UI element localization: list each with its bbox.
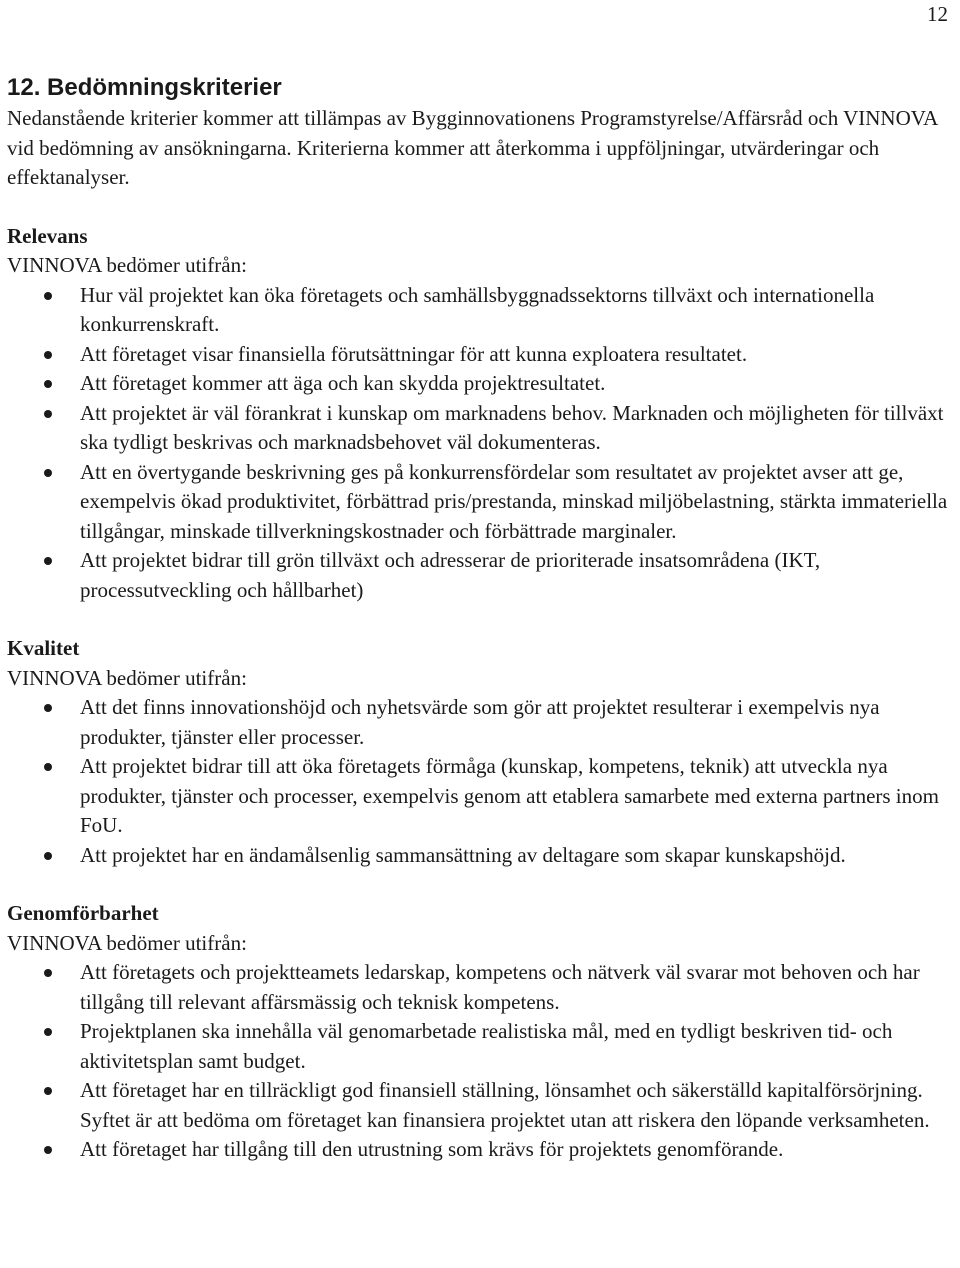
list-item-text: Att projektet bidrar till grön tillväxt och adresserar de prioriterade insatsområdena (IKT, processutveckling och hållbarhet) [80,548,821,602]
list-item-text: Att företaget visar finansiella förutsättningar för att kunna exploatera resultatet. [80,341,748,366]
list-item [7,1135,953,1165]
bullet-icon [44,763,52,771]
list-item-text: Att det finns innovationshöjd och nyhetsvärde som gör att projektet resulterar i exempelvis nya produkter, tjänster eller processer. [80,695,880,749]
bullet-icon [44,380,52,388]
bullet-icon [44,557,52,565]
criteria-lead: VINNOVA bedömer utifrån: [7,253,247,277]
list-item [7,546,953,605]
criteria-heading-relevans: Relevans [7,223,88,248]
intro-paragraph: Nedanstående kriterier kommer att tillämpas av Bygginnovationens Programstyrelse/Affärsråd och VINNOVA vid bedömning av ansökningarna. Kriterierna kommer att återkomma i uppföljningar, utvärderingar och effektanalyser. [7,106,938,189]
criteria-lead: VINNOVA bedömer utifrån: [7,930,247,955]
bullet-icon [44,1087,52,1095]
criteria-list-kvalitet [7,693,953,870]
list-item [7,369,953,399]
list-item [7,399,953,458]
criteria-block-genomforbarhet [7,899,953,1165]
list-item-text: Att företaget kommer att äga och kan skydda projektresultatet. [80,371,606,395]
criteria-heading-kvalitet: Kvalitet [7,636,80,660]
bullet-icon [44,1146,52,1154]
criteria-block-relevans [7,222,953,606]
list-item [7,1076,953,1135]
list-item [7,1017,953,1076]
bullet-icon [44,1028,52,1036]
bullet-icon [44,704,52,712]
bullet-icon [44,469,52,477]
list-item [7,281,953,340]
criteria-list-relevans [7,281,953,606]
criteria-heading-genomforbarhet: Genomförbarhet [7,901,159,925]
bullet-icon [44,852,52,860]
list-item-text: Att en övertygande beskrivning ges på konkurrensfördelar som resultatet av projektet avser att ge, exempelvis ökad produktivitet, förbättrad pris/prestanda, minskad miljöbelastning, stärkta immateriella tillgångar, minskade tillverkningskostnader och förbättrade marginaler. [80,459,948,543]
bullet-icon [44,351,52,359]
list-item [7,958,953,1017]
list-item-text: Att projektet är väl förankrat i kunskap om marknadens behov. Marknaden och möjligheten för tillväxt ska tydligt beskrivas och marknadsbehovet väl dokumenteras. [80,400,944,454]
list-item-text: Att projektet bidrar till att öka företagets förmåga (kunskap, kompetens, teknik) att utveckla nya produkter, tjänster och processer, exempelvis genom att etablera samarbete med externa partners inom FoU. [80,754,939,837]
list-item-text: Att företagets och projektteamets ledarskap, kompetens och nätverk väl svarar mot behoven och har tillgång till relevant affärsmässig och teknisk kompetens. [80,960,920,1014]
list-item [7,340,953,370]
list-item-text: Att projektet har en ändamålsenlig sammansättning av deltagare som skapar kunskapshöjd. [80,842,846,867]
list-item [7,752,953,841]
section-heading: 12. Bedömningskriterier [7,74,282,101]
document-body [7,72,953,1165]
list-item [7,458,953,547]
criteria-lead: VINNOVA bedömer utifrån: [7,665,247,690]
bullet-icon [44,969,52,977]
page-number: 12 [927,2,948,26]
list-item-text: Att företaget har tillgång till den utrustning som krävs för projektets genomförande. [80,1137,784,1161]
list-item-text: Projektplanen ska innehålla väl genomarbetade realistiska mål, med en tydligt beskriven tid- och aktivitetsplan samt budget. [80,1019,893,1073]
list-item-text: Hur väl projektet kan öka företagets och samhällsbyggnadssektorns tillväxt och internationella konkurrenskraft. [80,282,875,336]
criteria-list-genomforbarhet [7,958,953,1165]
list-item [7,841,953,871]
list-item-text: Att företaget har en tillräckligt god finansiell ställning, lönsamhet och säkerställd kapitalförsörjning. Syftet är att bedöma om företaget kan finansiera projektet utan att riskera den löpande verksamheten. [80,1078,930,1132]
list-item [7,693,953,752]
bullet-icon [44,292,52,300]
criteria-block-kvalitet [7,634,953,870]
bullet-icon [44,410,52,418]
